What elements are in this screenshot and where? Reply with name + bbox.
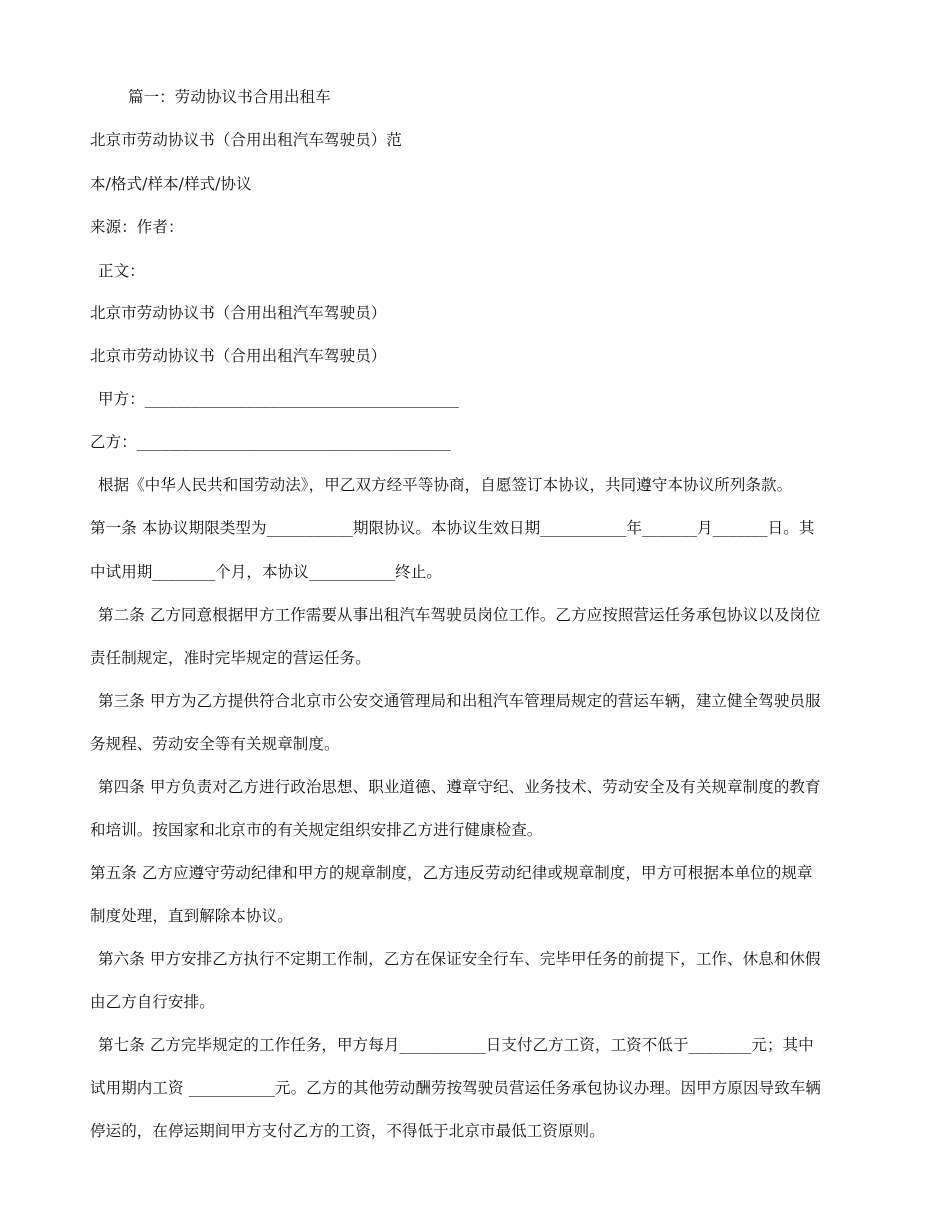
document-title-line-2: 本/格式/样本/样式/协议 xyxy=(90,175,252,193)
article-4-line-1: 第四条 甲方负责对乙方进行政治思想、职业道德、遵章守纪、业务技术、劳动安全及有关规章制度的教育 xyxy=(98,778,821,796)
section-heading: 篇一：劳动协议书合用出租车 xyxy=(128,88,331,106)
article-2-line-2: 责任制规定，准时完毕规定的营运任务。 xyxy=(90,649,371,667)
party-b-line: 乙方：________________________________________ xyxy=(90,433,451,451)
article-7-line-3: 停运的，在停运期间甲方支付乙方的工资，不得低于北京市最低工资原则。 xyxy=(90,1122,605,1140)
article-3-line-1: 第三条 甲方为乙方提供符合北京市公安交通管理局和出租汽车管理局规定的营运车辆，建立健全驾驶员服 xyxy=(98,692,821,710)
article-6-line-2: 由乙方自行安排。 xyxy=(90,993,215,1011)
article-7-line-2: 试用期内工资 ___________元。乙方的其他劳动酬劳按驾驶员营运任务承包协议办理。因甲方原因导致车辆 xyxy=(90,1079,821,1097)
article-6-line-1: 第六条 甲方安排乙方执行不定期工作制，乙方在保证安全行车、完毕甲任务的前提下，工作、休息和休假 xyxy=(98,950,821,968)
preamble-paragraph: 根据《中华人民共和国劳动法》，甲乙双方经平等协商，自愿签订本协议，共同遵守本协议所列条款。 xyxy=(98,476,793,494)
article-2-line-1: 第二条 乙方同意根据甲方工作需要从事出租汽车驾驶员岗位工作。乙方应按照营运任务承包协议以及岗位 xyxy=(98,606,821,624)
article-5-line-1: 第五条 乙方应遵守劳动纪律和甲方的规章制度，乙方违反劳动纪律或规章制度，甲方可根据本单位的规章 xyxy=(90,864,813,882)
document-title-line-1: 北京市劳动协议书（合用出租汽车驾驶员）范 xyxy=(90,131,403,149)
article-1-line-1: 第一条 本协议期限类型为___________期限协议。本协议生效日期___________年_______月_______日。其 xyxy=(90,519,815,537)
article-7-line-1: 第七条 乙方完毕规定的工作任务，甲方每月___________日支付乙方工资，工资不低于________元；其中 xyxy=(98,1036,814,1054)
contract-title-2: 北京市劳动协议书（合用出租汽车驾驶员） xyxy=(90,347,387,365)
article-4-line-2: 和培训。按国家和北京市的有关规定组织安排乙方进行健康检查。 xyxy=(90,821,543,839)
body-label: 正文： xyxy=(98,262,145,280)
article-3-line-2: 务规程、劳动安全等有关规章制度。 xyxy=(90,735,340,753)
contract-title-1: 北京市劳动协议书（合用出租汽车驾驶员） xyxy=(90,304,387,322)
party-a-line: 甲方：________________________________________ xyxy=(98,390,459,408)
article-5-line-2: 制度处理，直到解除本协议。 xyxy=(90,907,293,925)
source-author-line: 来源：作者： xyxy=(90,218,184,236)
article-1-line-2: 中试用期________个月，本协议___________终止。 xyxy=(90,563,442,581)
